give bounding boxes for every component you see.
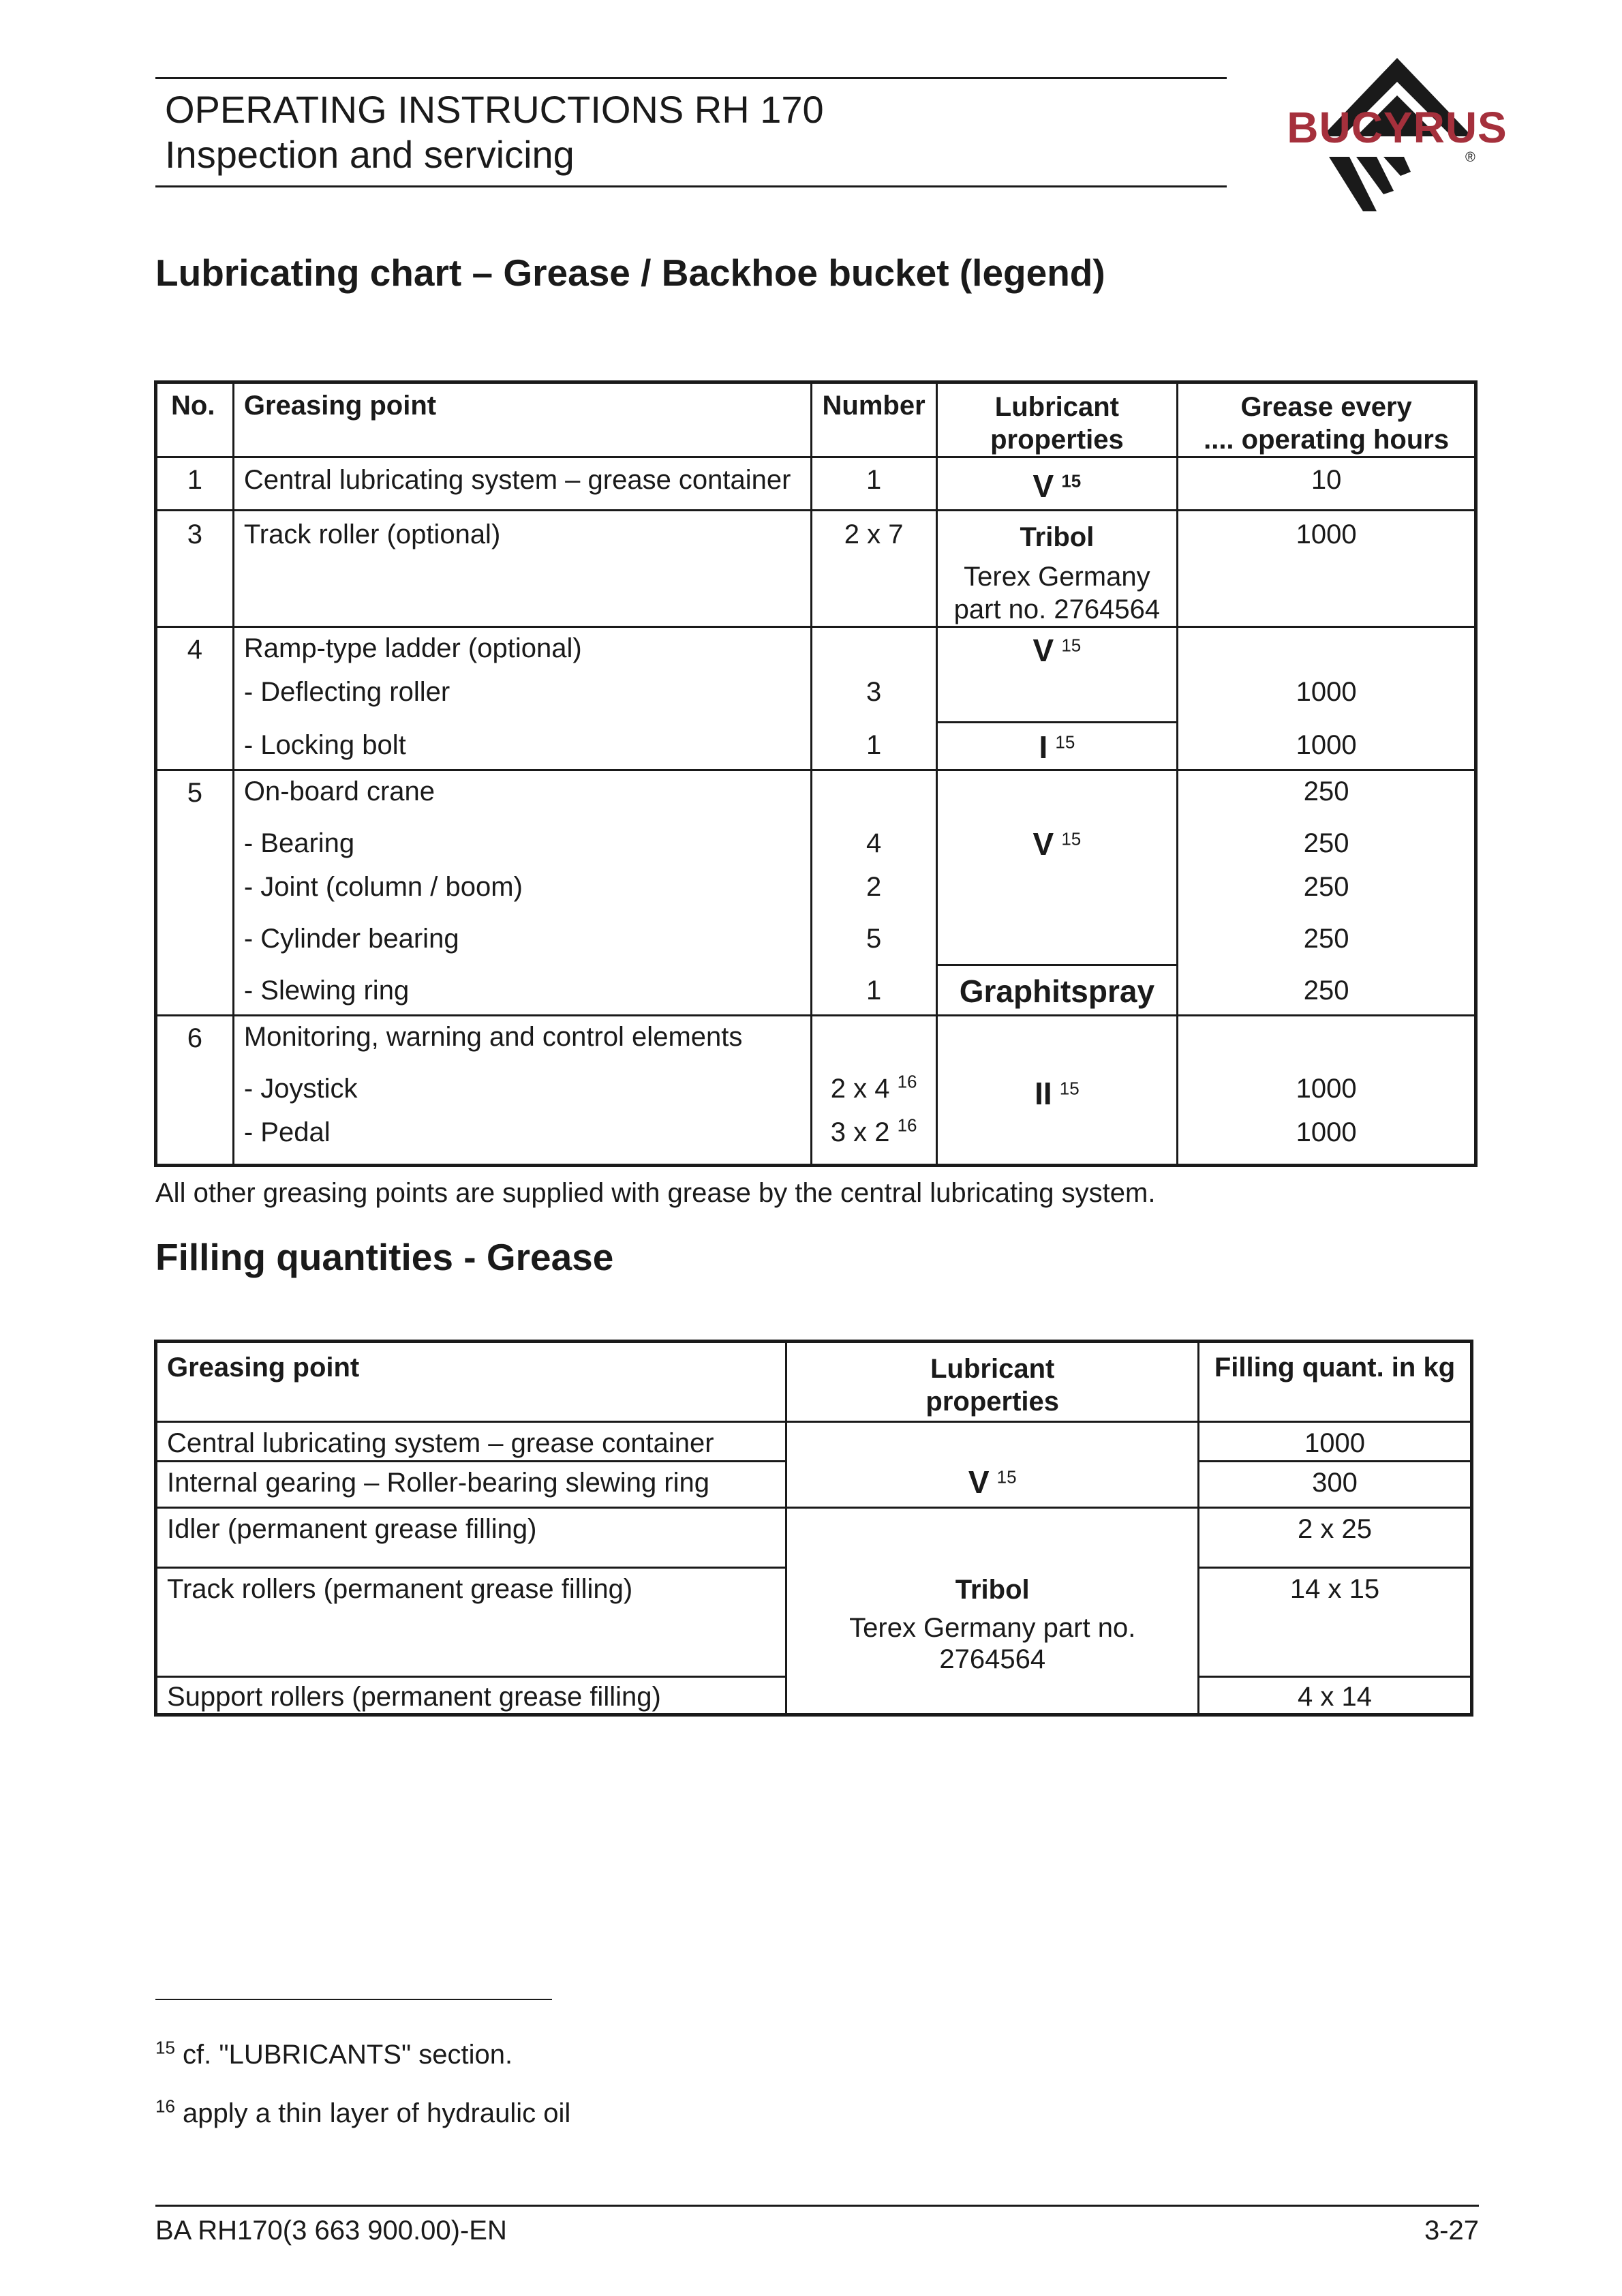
lubricating-chart-title: Lubricating chart – Grease / Backhoe bucket (legend) <box>155 252 1105 294</box>
footnote-number: 16 <box>155 2096 175 2117</box>
col-header-greasing-point: Greasing point <box>156 1342 786 1422</box>
row-lubricant <box>936 511 1178 627</box>
brand-name: BUCYRUS <box>1287 103 1508 152</box>
row-greasing-point: Support rollers (permanent grease filling) <box>156 1677 786 1715</box>
sub-number: 5 <box>866 924 882 954</box>
footer-rule <box>155 2205 1479 2207</box>
footnote-ref: 15 <box>1059 1078 1080 1099</box>
col-header-lubricant-line1: Lubricant <box>930 1354 1055 1384</box>
sub-hours: 1000 <box>1296 730 1357 760</box>
row-lubricant <box>786 1508 1199 1715</box>
greasing-point-sub: - Deflecting roller <box>243 677 450 707</box>
filling-quantities-table <box>154 1340 1473 1717</box>
row-filling-qty: 2 x 25 <box>1198 1508 1471 1568</box>
col-header-lubricant-line2: properties <box>925 1387 1060 1417</box>
row-greasing-point: Track roller (optional) <box>233 511 811 627</box>
row-filling-qty: 14 x 15 <box>1198 1568 1471 1677</box>
lubricant-name: Tribol <box>955 1575 1030 1605</box>
lubricant-part-no: 2764564 <box>939 1644 1046 1674</box>
row-hours: 10 <box>1178 457 1476 511</box>
table-row <box>156 1016 1476 1166</box>
row-hours <box>1178 770 1476 1016</box>
table-header-row <box>156 382 1476 457</box>
footnote-ref: 15 <box>1061 470 1082 492</box>
footnote-ref: 16 <box>897 1071 917 1092</box>
greasing-point-sub: - Bearing <box>243 828 355 858</box>
sub-number: 4 <box>866 828 882 858</box>
document-subtitle: Inspection and servicing <box>165 133 575 176</box>
row-greasing-point <box>233 627 811 770</box>
sub-hours: 250 <box>1303 828 1349 858</box>
col-header-lubricant-line2: properties <box>990 425 1124 455</box>
footnote-text: apply a thin layer of hydraulic oil <box>183 2098 571 2128</box>
footnote-text: cf. "LUBRICANTS" section. <box>183 2040 513 2070</box>
greasing-point-sub: - Cylinder bearing <box>243 924 459 954</box>
lubricant-name: Tribol <box>1020 522 1095 552</box>
document-title-line1: OPERATING INSTRUCTIONS RH 170 <box>165 88 824 131</box>
sub-number: 2 <box>866 872 882 902</box>
greasing-point-sub: - Joint (column / boom) <box>243 872 523 902</box>
row-number <box>811 627 936 770</box>
row-lubricant <box>936 457 1178 511</box>
row-lubricant <box>936 770 1178 1016</box>
col-header-number: Number <box>811 382 936 457</box>
row-greasing-point: Idler (permanent grease filling) <box>156 1508 786 1568</box>
row-filling-qty: 300 <box>1198 1462 1471 1508</box>
table-row <box>156 1508 1472 1568</box>
row-greasing-point: Central lubricating system – grease container <box>233 457 811 511</box>
sub-hours: 1000 <box>1296 1074 1357 1104</box>
lubricant-class: II <box>1035 1076 1052 1111</box>
col-header-no: No. <box>156 382 234 457</box>
row-lubricant <box>936 1016 1178 1166</box>
footnote-16 <box>155 2098 570 2129</box>
sub-hours: 250 <box>1303 976 1349 1006</box>
lubricant-class: V <box>1032 826 1054 862</box>
sub-hours: 250 <box>1303 872 1349 902</box>
sub-number: 1 <box>866 976 882 1006</box>
lubricant-class: V <box>1032 468 1054 504</box>
footer-doc-id: BA RH170(3 663 900.00)-EN <box>155 2216 507 2246</box>
col-header-greasing-point: Greasing point <box>233 382 811 457</box>
row-no: 4 <box>156 627 234 770</box>
sub-number: 3 <box>866 677 882 707</box>
sub-number: 1 <box>866 730 882 760</box>
table-row <box>156 627 1476 770</box>
footnote-ref: 15 <box>996 1466 1017 1487</box>
table-row <box>156 1422 1472 1462</box>
lubricant-supplier: Terex Germany part no. <box>849 1613 1136 1643</box>
lubricant-class: V <box>968 1464 990 1500</box>
footnote-separator <box>155 1999 552 2000</box>
lubricant-class: I <box>1039 729 1048 765</box>
col-header-lubricant <box>786 1342 1199 1422</box>
greasing-point-sub: - Joystick <box>243 1074 358 1104</box>
row-greasing-point: Track rollers (permanent grease filling) <box>156 1568 786 1677</box>
filling-quantities-title: Filling quantities - Grease <box>155 1236 614 1278</box>
chart-note: All other greasing points are supplied with grease by the central lubricating system. <box>155 1178 1156 1208</box>
header-bottom-rule <box>155 185 1227 187</box>
col-header-grease-line1: Grease every <box>1240 392 1412 422</box>
table-row <box>156 770 1476 1016</box>
row-greasing-point <box>233 1016 811 1166</box>
row-no: 3 <box>156 511 234 627</box>
row-number <box>811 1016 936 1166</box>
row-number: 1 <box>811 457 936 511</box>
footnote-15 <box>155 2037 513 2070</box>
sub-hours: 1000 <box>1296 1117 1357 1147</box>
brand-logo <box>1268 55 1527 218</box>
row-no: 5 <box>156 770 234 1016</box>
row-greasing-point: Internal gearing – Roller-bearing slewing ring <box>156 1462 786 1508</box>
footnote-ref: 15 <box>1055 731 1075 753</box>
footnote-number: 15 <box>155 2037 175 2058</box>
sub-number: 2 x 4 <box>830 1074 890 1104</box>
sub-hours: 1000 <box>1296 677 1357 707</box>
lubricant-part-no: part no. 2764564 <box>953 594 1161 624</box>
sub-hours: 250 <box>1303 924 1349 954</box>
greasing-point-sub: - Pedal <box>243 1117 331 1147</box>
footnote-ref: 15 <box>1061 828 1082 849</box>
table-row <box>156 511 1476 627</box>
footnote-ref: 16 <box>897 1115 917 1136</box>
row-greasing-point: Central lubricating system – grease container <box>156 1422 786 1462</box>
row-no: 6 <box>156 1016 234 1166</box>
row-lubricant <box>786 1422 1199 1508</box>
greasing-point-main: Ramp-type ladder (optional) <box>243 633 582 663</box>
table-header-row <box>156 1342 1472 1422</box>
greasing-point-sub: - Slewing ring <box>243 976 410 1006</box>
row-number <box>811 770 936 1016</box>
lubricant-name: Graphitspray <box>959 973 1155 1009</box>
row-hours: 1000 <box>1178 511 1476 627</box>
sub-number: 3 x 2 <box>830 1117 890 1147</box>
row-number: 2 x 7 <box>811 511 936 627</box>
row-no: 1 <box>156 457 234 511</box>
footer-page-number: 3-27 <box>1424 2216 1479 2246</box>
row-lubricant <box>936 627 1178 770</box>
row-filling-qty: 1000 <box>1198 1422 1471 1462</box>
row-greasing-point <box>233 770 811 1016</box>
sub-hours: 250 <box>1303 776 1349 806</box>
table-row <box>156 457 1476 511</box>
lubricant-class: V <box>1032 633 1054 668</box>
row-hours <box>1178 1016 1476 1166</box>
col-header-grease-every <box>1178 382 1476 457</box>
document-title <box>165 87 824 177</box>
lubricant-supplier: Terex Germany <box>964 562 1150 592</box>
greasing-point-sub: - Locking bolt <box>243 730 406 760</box>
greasing-point-main: On-board crane <box>243 776 435 806</box>
col-header-grease-line2: .... operating hours <box>1204 425 1450 455</box>
row-hours <box>1178 627 1476 770</box>
header-top-rule <box>155 77 1227 79</box>
footnote-ref: 15 <box>1061 635 1082 656</box>
col-header-lubricant-line1: Lubricant <box>994 392 1119 422</box>
col-header-lubricant <box>936 382 1178 457</box>
col-header-filling-qty: Filling quant. in kg <box>1198 1342 1471 1422</box>
row-filling-qty: 4 x 14 <box>1198 1677 1471 1715</box>
registered-mark: ® <box>1465 150 1475 165</box>
greasing-point-main: Monitoring, warning and control elements <box>243 1022 743 1052</box>
lubricating-chart-table <box>154 380 1478 1167</box>
